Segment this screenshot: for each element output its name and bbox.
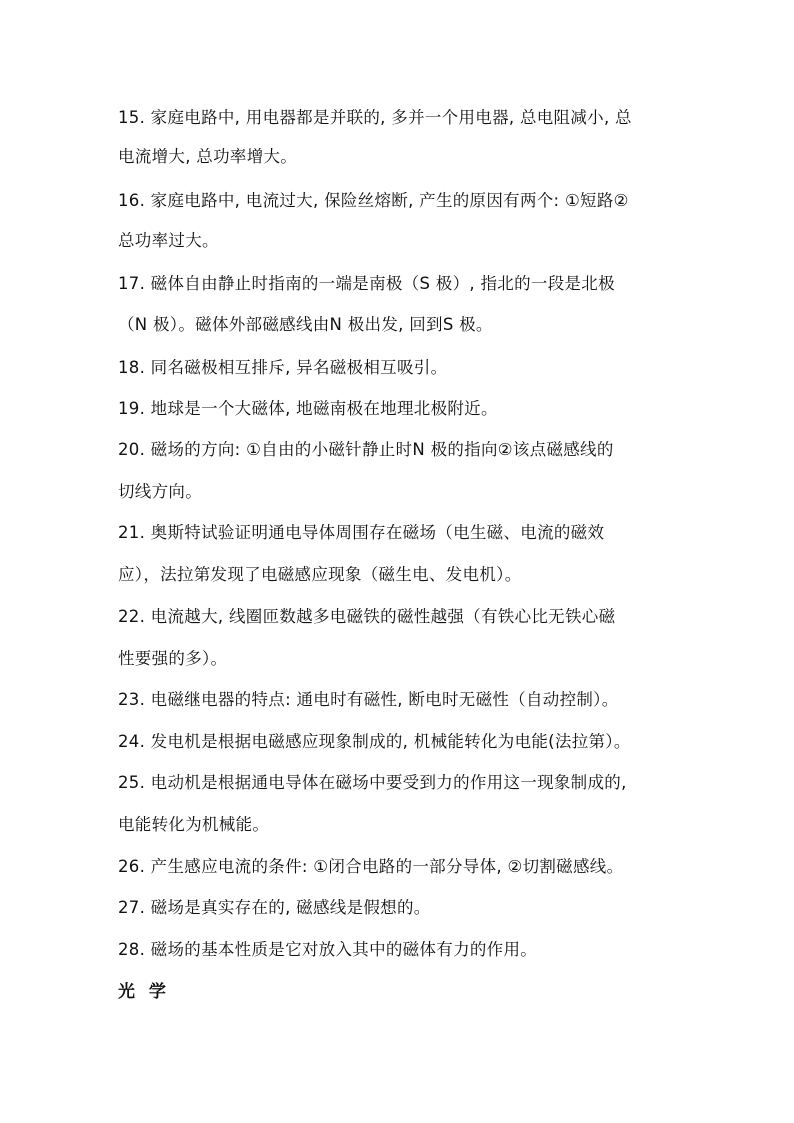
item-22-line-1: 22. 电流越大, 线圈匝数越多电磁铁的磁性越强（有铁心比无铁心磁 (118, 607, 616, 626)
item-25-line-2: 电能转化为机械能。 (118, 815, 270, 834)
item-15-line-2: 电流增大, 总功率增大。 (118, 147, 298, 166)
item-16-line-2: 总功率过大。 (118, 231, 219, 250)
section-heading-optics: 光 学 (118, 982, 170, 1002)
item-26-line-1: 26. 产生感应电流的条件: ①闭合电路的一部分导体, ②切割磁感线。 (118, 857, 624, 876)
item-17-line-2: （N 极）。磁体外部磁感线由N 极出发, 回到S 极。 (118, 315, 493, 334)
item-27-line-1: 27. 磁场是真实存在的, 磁感线是假想的。 (118, 898, 431, 917)
item-18-line-1: 18. 同名磁极相互排斥, 异名磁极相互吸引。 (118, 358, 448, 377)
item-23-line-1: 23. 电磁继电器的特点: 通电时有磁性, 断电时无磁性（自动控制）。 (118, 690, 619, 709)
item-20-line-1: 20. 磁场的方向: ①自由的小磁针静止时N 极的指向②该点磁感线的 (118, 440, 614, 459)
item-28-line-1: 28. 磁场的基本性质是它对放入其中的磁体有力的作用。 (118, 940, 538, 959)
item-21-line-2: 应），法拉第发现了电磁感应现象（磁生电、发电机）。 (118, 565, 522, 584)
item-16-line-1: 16. 家庭电路中, 电流过大, 保险丝熔断, 产生的原因有两个: ①短路② (118, 191, 629, 210)
item-21-line-1: 21. 奥斯特试验证明通电导体周围存在磁场（电生磁、电流的磁效 (118, 523, 605, 542)
item-17-line-1: 17. 磁体自由静止时指南的一端是南极（S 极）, 指北的一段是北极 (118, 274, 615, 293)
item-25-line-1: 25. 电动机是根据通电导体在磁场中要受到力的作用这一现象制成的, (118, 773, 627, 792)
item-19-line-1: 19. 地球是一个大磁体, 地磁南极在地理北极附近。 (118, 399, 498, 418)
item-22-line-2: 性要强的多）。 (118, 649, 228, 668)
item-15-line-1: 15. 家庭电路中, 用电器都是并联的, 多并一个用电器, 总电阻减小, 总 (118, 108, 632, 127)
item-24-line-1: 24. 发电机是根据电磁感应现象制成的, 机械能转化为电能(法拉第）。 (118, 732, 631, 751)
item-20-line-2: 切线方向。 (118, 482, 202, 501)
